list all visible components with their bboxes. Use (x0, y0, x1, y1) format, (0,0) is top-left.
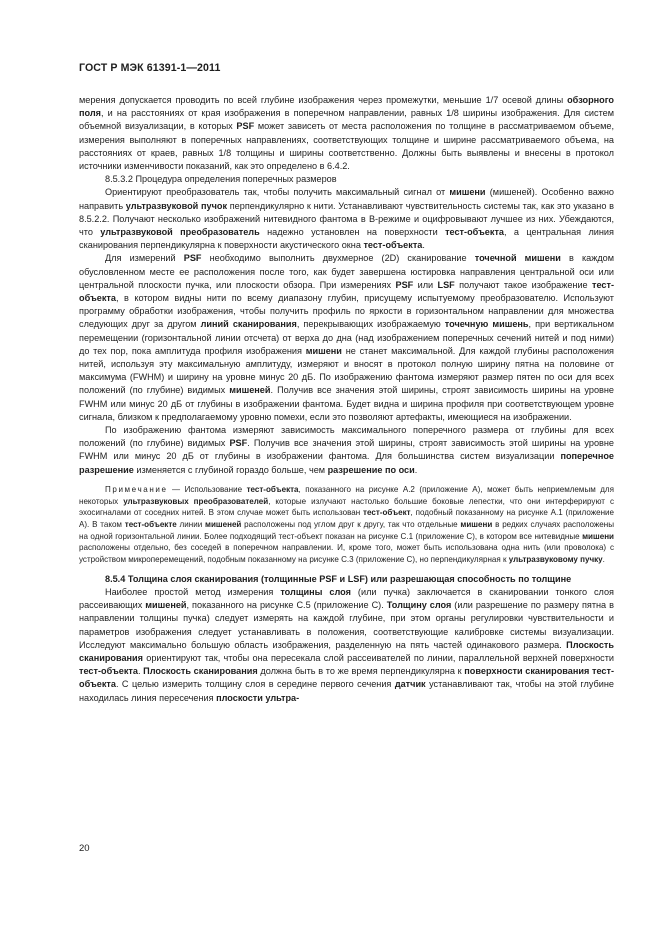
document-body (79, 94, 614, 705)
paragraph-3: Для измерений PSF необходимо выполнить двухмерное (2D) сканирование точечной мишени в каждом обусловленном месте ее расположения после того, как будет завершена юстировка направления центральной оси или центральной плоскости пучка, или плоскости обзора. При измерениях PSF или LSF получают такое изображение тест-объекта, в котором видны нити по всему диапазону глубин, присущему испытуемому преобразователю. Используют программу обработки изображения, чтобы получить профиль по яркости в горизонтальном направлении для множества следующих друг за другом линий сканирования, перекрывающих изображаемую точечную мишень, при вертикальном перемещении (горизонтальной линии отсчета) от верха до дна (над изображением поперечных сечений нитей и под ними) до тех пор, пока амплитуда профиля изображения мишени не станет максимальной. Для каждой глубины расположения нитей, используя эту максимальную амплитуду, измеряют и вносят в протокол полную ширину пятна на половине от максимума (FWHM) и ширину на уровне минус 20 дБ. По изображению фантома измеряют размер пятен по оси для всех положений (по глубине) видимых мишеней. Получив все значения этой ширины, строят зависимость ширины на уровне FWHM или минус 20 дБ от глубины в изображении фантома. Будет видна и ширина профиля при соответствующем уровне сигнала, близком к предполагаемому уровню помехи, если это позволяют артефакты, имеющиеся на изображении. (79, 253, 615, 422)
paragraph-4: По изображению фантома измеряют зависимость максимального поперечного размера от глубины для всех положений (по глубине) видимых PSF. Получив все значения этой ширины, строят зависимость этой ширины на уровне FWHM или минус 20 дБ от глубины в изображении фантома. Для большинства систем визуализации поперечное разрешение изменяется с глубиной гораздо больше, чем разрешение по оси. (79, 425, 614, 475)
page-number: 20 (79, 843, 90, 854)
paragraph-5: Наиболее простой метод измерения толщины слоя (или пучка) заключается в сканировании тонкого слоя рассеивающих мишеней, показанного на рисунке С.5 (приложение С). Толщину слоя (или разрешение по размеру пятна в направлении толщины пучка) следует измерять на каждой глубине, при этом органы регулировки чувствительности и параметров изображения следует устанавливать в положения, соответствующие калибровке системы визуализации. Исследуют максимально большую область изображения, разделенную на пять частей одинакового размера. Плоскость сканирования ориентируют так, чтобы она пересекала слой рассеивателей по линии, параллельной верхней поверхности тест-объекта. Плоскость сканирования должна быть в то же время перпендикулярна к поверхности сканирования тест-объекта. С целью измерить толщину слоя в середине первого сечения датчик устанавливают так, чтобы на этой глубине находилась линия пересечения плоскости ультра- (79, 587, 614, 703)
document-header: ГОСТ Р МЭК 61391-1—2011 (79, 62, 221, 74)
subsection-8-5-3-2-title: 8.5.3.2 Процедура определения поперечных размеров (105, 174, 337, 185)
paragraph-1: мерения допускается проводить по всей глубине изображения через промежутки, меньшие 1/7 осевой длины обзорного поля, и на расстояниях от края изображения в поперечном направлении, равных 1/8 ширины изображения. Для систем объемной визуализации, в которых PSF может зависеть от места расположения по толщине в рассматриваемом объеме, измерения выполняют в поперечных направлениях, соответствующих толщине и ширине рассматриваемого объема, на расстояниях от краев, равных 1/8 толщины и ширины соответственно. Должны быть выявлены и внесены в протокол источники изменчивости показаний, как это определено в 6.4.2. (79, 95, 614, 172)
note-label: Примечание (105, 484, 168, 494)
note: Примечание — Использование тест-объекта, показанного на рисунке А.2 (приложение А), может быть неприемлемым для некоторых ультразвуковых преобразователей, которые излучают настолько большие боковые лепестки, что они интерферируют с эхосигналами от соседних нитей. В этом случае может быть использован тест-объект, подобный показанному на рисунке А.1 (приложение А). В таком тест-объекте линии мишеней расположены под углом друг к другу, так что отдельные мишени в редких случаях расположены на одной горизонтальной линии. Более подходящий тест-объект показан на рисунке С.1 (приложение С), в котором все нитевидные мишени расположены отдельно, без соседей в поперечном направлении. И, кроме того, может быть использована одна нить (или проволока) с устройством микроперемещений, подобным показанному на рисунке С.3 (приложение С), но перпендикулярная к ультразвуковому пучку. (79, 484, 614, 565)
paragraph-2: Ориентируют преобразователь так, чтобы получить максимальный сигнал от мишени (мишеней). Особенно важно направить ультразвуковой пучок перпендикулярно к нити. Устанавливают чувствительность системы так, как это указано в 8.5.2.2. Получают несколько изображений нитевидного фантома в В-режиме и оцифровывают лучшее из них. Убеждаются, что ультразвуковой преобразователь надежно установлен на поверхности тест-объекта, а центральная линия сканирования перпендикулярна к поверхности акустического окна тест-объекта. (79, 187, 614, 251)
section-8-5-4-title: 8.5.4 Толщина слоя сканирования (толщинные PSF и LSF) или разрешающая способность по толщине (105, 573, 572, 584)
